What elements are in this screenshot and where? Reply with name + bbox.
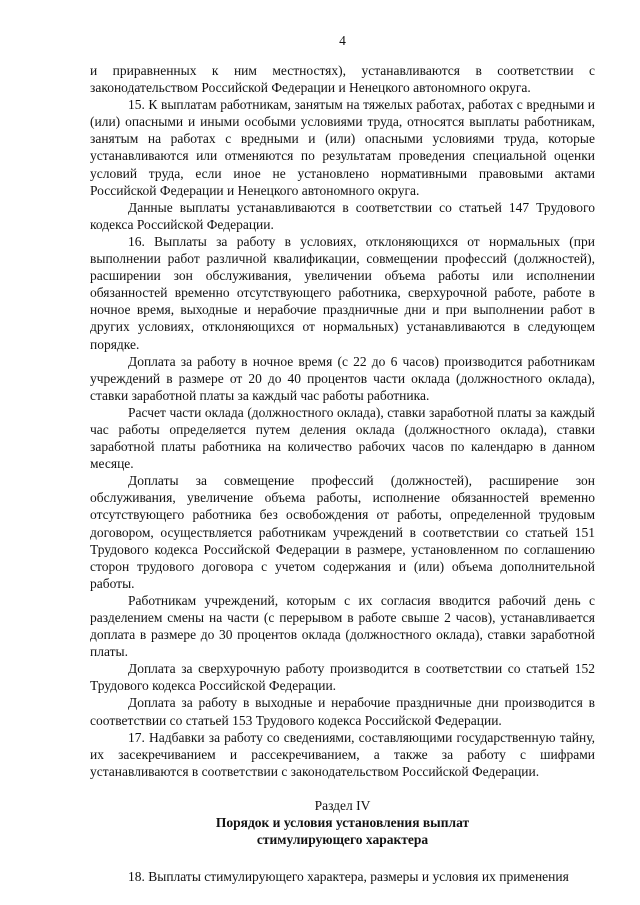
section-title-line-2: стимулирующего характера [256,832,429,848]
paragraph-article-147: Данные выплаты устанавливаются в соответствии со статьей 147 Трудового кодекса Российской Федерации. [90,199,595,232]
document-body [90,62,595,885]
paragraph-15: 15. К выплатам работникам, занятым на тяжелых работах, работах с вредными и (или) опасными и иными особыми условиями труда, относятся выплаты работникам, занятым на работах с вредными и (или) опасными условиями труда, которые устанавливаются или отменяются по результатам проведения специальной оценки условий труда, если иное не установлено нормативными правовыми актами Российской Федерации и Ненецкого автономного округа. [90,97,595,198]
paragraph-17: 17. Надбавки за работу со сведениями, составляющими государственную тайну, их засекречиванием и рассекречиванием, а также за работу с шифрами устанавливаются в соответствии с законодательством Российской Федерации. [90,729,595,779]
paragraph-combination: Доплаты за совмещение профессий (должностей), расширение зон обслуживания, увеличение объема работы, исполнение обязанностей временно отсутствующего работника без освобождения от работы, определенной трудовым договором, осуществляется работникам учреждений в соответствии со статьей 151 Трудового кодекса Российской Федерации в размере, установленном по соглашению сторон трудового договора с учетом содержания и (или) объема дополнительной работы. [90,473,595,591]
paragraph-continuation: и приравненных к ним местностях), устанавливаются в соответствии с законодательством Российской Федерации и Ненецкого автономного округа. [90,63,595,96]
paragraph-overtime: Доплата за сверхурочную работу производится в соответствии со статьей 152 Трудового кодекса Российской Федерации. [90,661,595,694]
paragraph-split-shift: Работникам учреждений, которым с их согласия вводится рабочий день с разделением смены на части (с перерывом в работе свыше 2 часов), устанавливается доплата в размере до 30 процентов оклада (должностного оклада), ставки заработной платы. [90,592,595,660]
paragraph-night-work: Доплата за работу в ночное время (с 22 до 6 часов) производится работникам учреждений в размере от 20 до 40 процентов части оклада (должностного оклада), ставки заработной платы за каждый час работы работника. [90,353,595,403]
paragraph-18: 18. Выплаты стимулирующего характера, размеры и условия их применения [128,869,569,885]
paragraph-16: 16. Выплаты за работу в условиях, отклоняющихся от нормальных (при выполнении работ различной квалификации, совмещении профессий (должностей), расширении зон обслуживания, увеличении объема работы или исполнении обязанностей временно отсутствующего работника, сверхурочной работе, работе в ночное время, выходные и нерабочие праздничные дни и при выполнении работ в других условиях, отклоняющихся от нормальных) устанавливаются в следующем порядке. [90,233,595,352]
page-number: 4 [339,33,346,48]
section-title-line-1: Порядок и условия установления выплат [215,815,470,831]
section-label: Раздел IV [314,797,371,813]
paragraph-holidays: Доплата за работу в выходные и нерабочие праздничные дни производится в соответствии со статьей 153 Трудового кодекса Российской Федерации. [90,695,595,728]
paragraph-hourly-rate: Расчет части оклада (должностного оклада), ставки заработной платы за каждый час работы определяется путем деления оклада (должностного оклада), ставки заработной платы работника на количество рабочих часов по календарю в данном месяце. [90,404,595,472]
